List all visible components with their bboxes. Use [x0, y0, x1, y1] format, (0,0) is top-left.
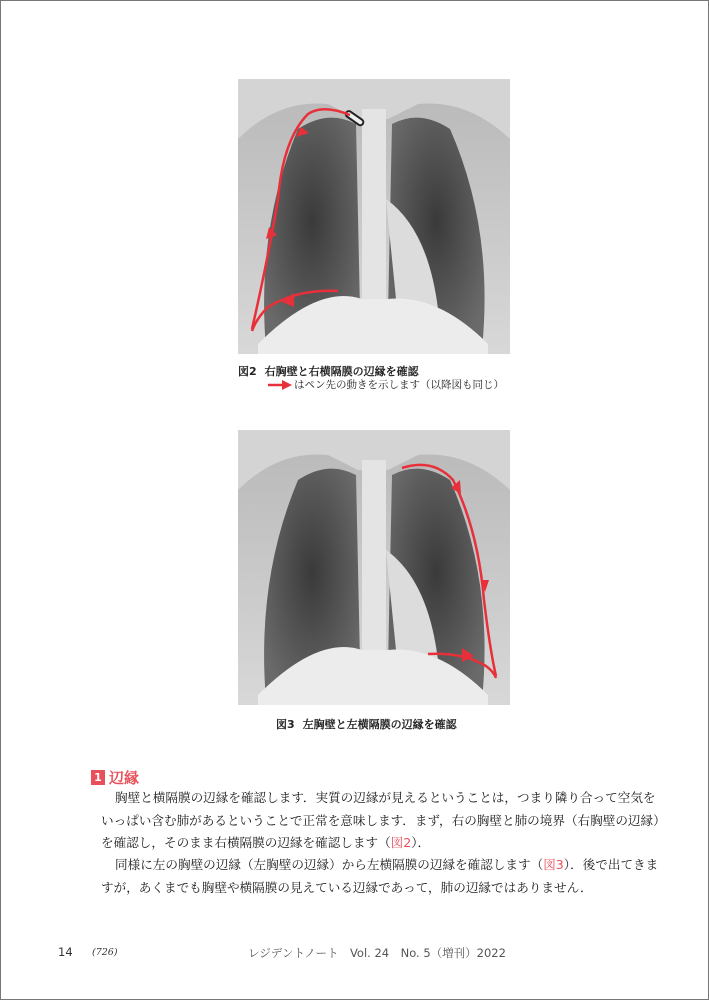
- chest-xray-figure-2: [238, 79, 510, 354]
- section-title: 辺縁: [109, 769, 140, 787]
- section-heading: [91, 767, 139, 788]
- figure-2-number: 図2: [238, 365, 257, 378]
- chest-xray-figure-3: [238, 430, 510, 705]
- page-number-alt: (726): [92, 947, 118, 958]
- figure-2-reference[interactable]: 図2: [390, 835, 412, 850]
- paragraph-1-text: 胸壁と横隔膜の辺縁を確認します．実質の辺縁が見えるということは，つまり隣り合って空気をいっぱい含む肺があるということで正常を意味します．まず，右の胸壁と肺の境界（右胸壁の辺縁）を確認し，そのまま右横隔膜の辺縁を確認します（: [101, 790, 660, 850]
- paragraph-1: [101, 787, 661, 855]
- figure-2-title: 右胸壁と右横隔膜の辺縁を確認: [264, 365, 419, 378]
- figure-3-reference[interactable]: 図3: [543, 857, 564, 872]
- paragraph-2: [101, 854, 661, 899]
- figure-3-caption: [276, 716, 457, 732]
- section-number-badge: 1: [91, 770, 105, 785]
- journal-footer: レジデントノート Vol. 24 No. 5（増刊）2022: [248, 946, 506, 960]
- legend-text: はペン先の動きを示します（以降図も同じ）: [294, 379, 504, 391]
- pen-arrow-legend: [268, 377, 504, 392]
- paragraph-2-text: 同様に左の胸壁の辺縁（左胸壁の辺縁）から左横隔膜の辺縁を確認します（: [115, 857, 544, 872]
- figure-3-number: 図3: [276, 718, 295, 731]
- arrow-icon: [268, 380, 292, 390]
- figure-3-title: 左胸壁と左横隔膜の辺縁を確認: [302, 718, 457, 731]
- page-number: 14: [58, 945, 73, 959]
- paragraph-1-end: ）．: [411, 835, 431, 850]
- paragraph-2-end: ）．後で出てきますが，あくまでも胸壁や横隔膜の見えている辺縁であって，肺の辺縁ではありません．: [101, 857, 659, 895]
